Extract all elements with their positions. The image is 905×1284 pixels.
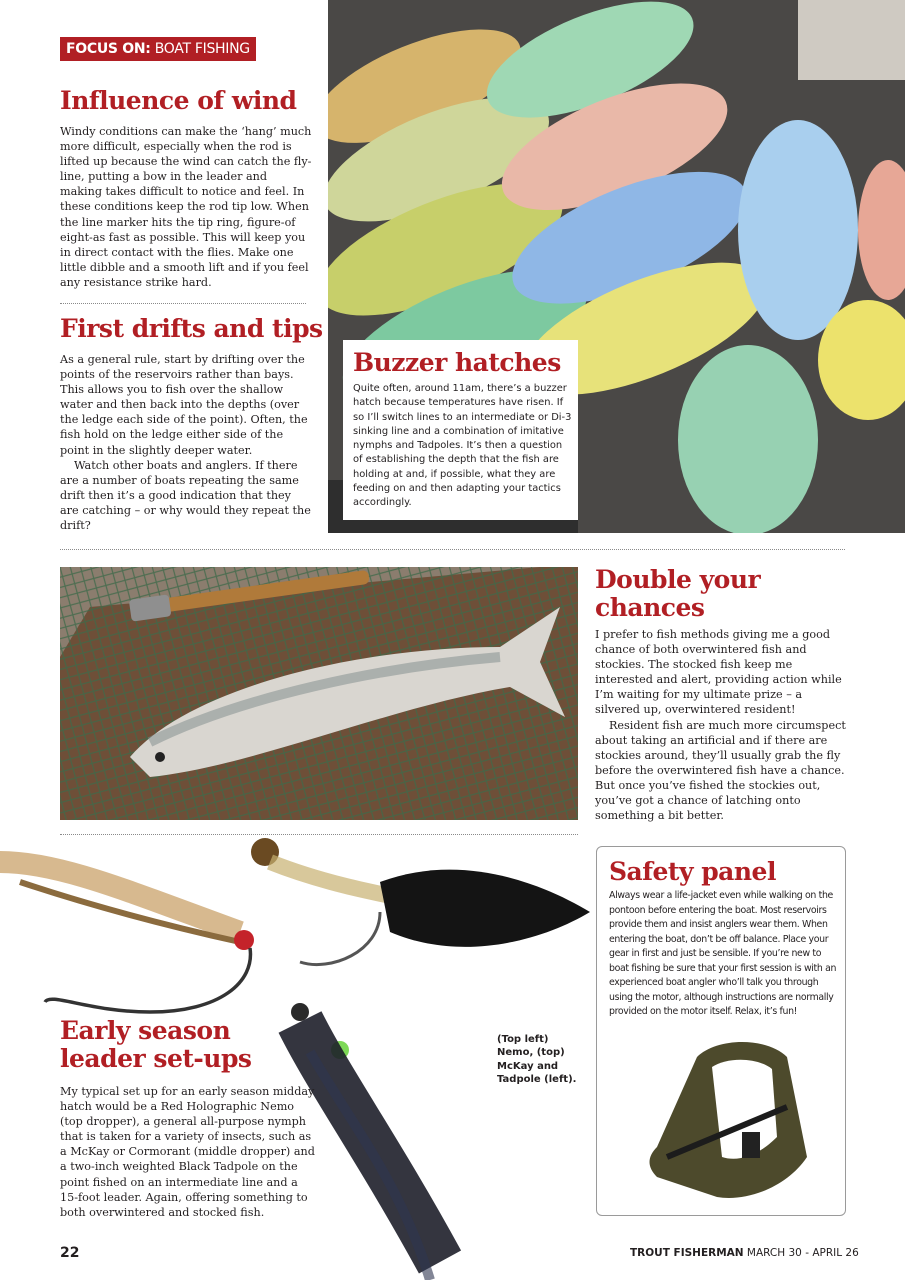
leader-heading-line-2: leader set-ups [60, 1044, 252, 1073]
section-tag-bold: FOCUS ON: [66, 41, 151, 57]
double-heading-line-1: Double your [595, 565, 761, 594]
influence-paragraph: Windy conditions can make the ‘hang’ much more difficult, especially when the rod is lifted up because the wind can catch the fly-line, putting a bow in the leader and making takes difficult to notice and feel. In these conditions keep the rod tip low. When the line marker hits the tip ring, figure-of eight-as fast as possible. This will keep you in direct contact with the flies. Make one little dibble and a smooth lift and if you feel any resistance strike hard. [60, 125, 312, 289]
leader-heading [60, 1017, 252, 1073]
footer-credit [630, 1247, 859, 1259]
buzzer-body: Quite often, around 11am, there’s a buzzer hatch because temperatures have risen. If so I’ll switch lines to an intermediate or Di-3 sinking line and a combination of imitative nymphs and Tadpoles. It’s then a question of establishing the depth that the fish are holding at and, if possible, what they are feeding on and then adapting your tactics accordingly. [353, 383, 572, 509]
first-drifts-body [60, 352, 312, 533]
safety-panel [596, 846, 846, 1216]
section-tag [60, 37, 256, 61]
buzzer-heading: Buzzer hatches [353, 348, 561, 377]
life-jacket-illustration [637, 1037, 817, 1207]
double-heading [595, 566, 760, 622]
divider [60, 549, 845, 550]
influence-heading: Influence of wind [60, 86, 297, 115]
double-heading-line-2: chances [595, 593, 705, 622]
double-paragraph-1: I prefer to fish methods giving me a good chance of both overwintered fish and stockies. The stocked fish keep me interested and alert, providing action while I’m waiting for my ultimate prize – a silvered up, overwintered resident! [595, 628, 842, 717]
safety-body: Always wear a life-jacket even while walking on the pontoon before entering the boat. Most reservoirs provide them and insist anglers wear them. When entering the boat, don’t be off balance. Place your gear in first and just be sensible. If you’re new to boat fishing be sure that your first session is with an experienced boat angler who’ll talk you through using the motor, although instructions are normally provided on the motor itself. Relax, it’s fun! [609, 890, 837, 1017]
leader-body [60, 1084, 318, 1220]
first-drifts-paragraph-1: As a general rule, start by drifting over the points of the reservoirs rather than bays. This allows you to fish over the shallow water and then back into the depths (over the ledge each side of the point). Often, the fish hold on the ledge either side of the point in the slightly deeper water. [60, 353, 308, 457]
divider [60, 303, 306, 304]
page-number: 22 [60, 1245, 80, 1261]
caption-line-3: McKay and [497, 1060, 559, 1072]
influence-body [60, 124, 312, 290]
leader-paragraph: My typical set up for an early season midday hatch would be a Red Holographic Nemo (top dropper), a general all-purpose nymph that is taken for a variety of insects, such as a McKay or Cormorant (middle dropper) and a two-inch weighted Black Tadpole on the point fished on an intermediate line and a 15-foot leader. Again, offering something to both overwintered and stocked fish. [60, 1085, 315, 1219]
magazine-name: TROUT FISHERMAN [630, 1247, 744, 1259]
double-paragraph-2: Resident fish are much more circumspect about taking an artificial and if there are stockies around, they’ll usually grab the fly before the overwintered fish have a chance. But once you’ve fished the stockies out, you’ve got a chance of latching onto something a bit better. [595, 718, 846, 823]
flies-caption [497, 1033, 576, 1087]
section-tag-rest: BOAT FISHING [154, 41, 250, 57]
trout-illustration [60, 567, 578, 820]
first-drifts-heading: First drifts and tips [60, 314, 323, 343]
caption-line-1: (Top left) [497, 1034, 549, 1045]
buzzer-box [343, 340, 578, 520]
caption-line-4: Tadpole (left). [497, 1074, 577, 1086]
leader-heading-line-1: Early season [60, 1016, 231, 1045]
safety-heading: Safety panel [609, 857, 776, 886]
first-drifts-paragraph-2: Watch other boats and anglers. If there are a number of boats repeating the same drift then it’s a good indication that they are catching – or why would they repeat the drift? [60, 458, 311, 533]
trout-photo [60, 567, 578, 820]
caption-line-2: Nemo, (top) [497, 1047, 565, 1059]
double-body [595, 627, 847, 823]
issue-dates: MARCH 30 - APRIL 26 [746, 1247, 859, 1259]
